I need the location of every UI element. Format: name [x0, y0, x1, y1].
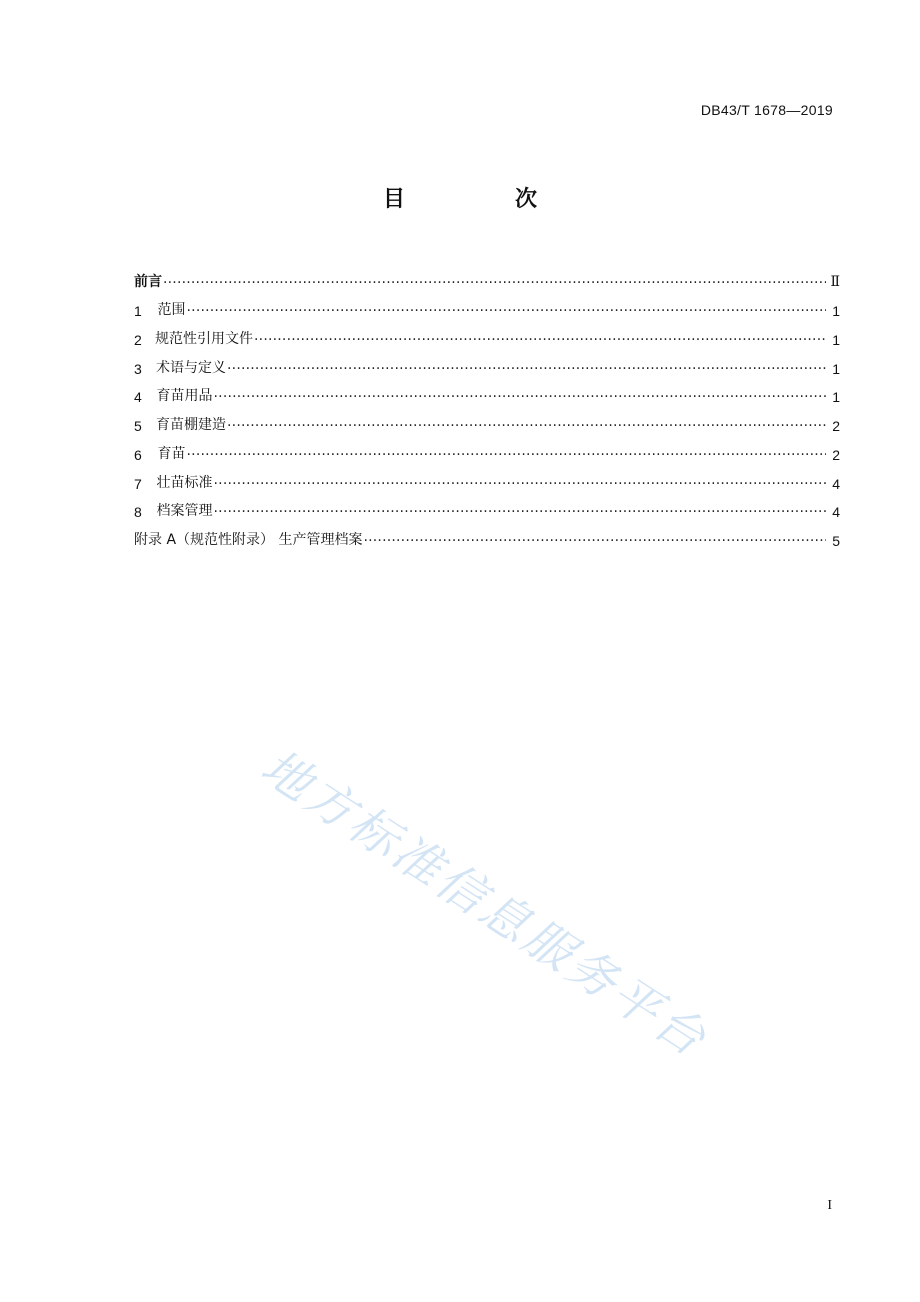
toc-entry-page: 1 [832, 360, 840, 377]
toc-entry-label: 档案管理 [156, 503, 213, 520]
standard-code: DB43/T 1678—2019 [700, 102, 833, 118]
toc-entry-page: 1 [832, 389, 840, 406]
toc-leader-dots [227, 361, 826, 377]
toc-entry-page: 2 [832, 446, 840, 463]
toc-entry-appendix-a[interactable] [134, 520, 840, 549]
toc-entry-scope[interactable] [134, 291, 840, 320]
toc-entry-shed-construction[interactable] [134, 405, 840, 434]
toc-entry-seedling-raising[interactable] [134, 434, 840, 463]
toc-entry-foreword[interactable] [134, 262, 840, 291]
toc-entry-number: 5 [134, 418, 142, 435]
toc-entry-number: 6 [134, 446, 142, 463]
toc-entry-record-management[interactable] [134, 492, 840, 521]
toc-entry-label: 附录 A（规范性附录） 生产管理档案 [134, 531, 363, 548]
toc-title: 目 次 [382, 187, 581, 212]
watermark: 地方标准信息服务平台 [251, 738, 718, 1069]
toc-leader-dots [214, 504, 826, 520]
toc-entry-number: 4 [134, 389, 142, 406]
toc-entry-number: 1 [134, 303, 142, 320]
toc-entry-label: 规范性引用文件 [155, 331, 254, 348]
toc-entry-terms-definitions[interactable] [134, 348, 840, 377]
toc-entry-page: 1 [832, 332, 840, 349]
toc-leader-dots [187, 447, 826, 463]
toc-entry-label: 术语与定义 [156, 359, 227, 376]
toc-entry-label: 育苗 [157, 445, 186, 462]
toc-entry-page: 4 [832, 475, 840, 492]
toc-leader-dots [363, 533, 826, 549]
toc-entry-normative-references[interactable] [134, 319, 840, 348]
toc-leader-dots [254, 332, 826, 348]
toc-leader-dots [214, 389, 826, 405]
toc-entry-label: 壮苗标准 [156, 474, 213, 491]
toc-entry-strong-seedling-standard[interactable] [134, 463, 840, 492]
toc-entry-number: 8 [134, 504, 142, 521]
toc-entry-number: 7 [134, 475, 142, 492]
toc-entry-label: 前言 [134, 273, 162, 290]
toc-entry-page: 1 [832, 303, 840, 320]
toc-entry-label: 范围 [157, 302, 186, 319]
toc-entry-label: 育苗用品 [156, 388, 213, 405]
page-number: I [827, 1198, 832, 1213]
toc-entry-page: 4 [832, 504, 840, 521]
toc-entry-number: 3 [134, 360, 142, 377]
toc-leader-dots [163, 275, 826, 291]
toc-entry-seedling-supplies[interactable] [134, 377, 840, 406]
toc-entry-page: Ⅱ [830, 274, 840, 290]
toc-leader-dots [227, 418, 826, 434]
table-of-contents [134, 262, 840, 549]
toc-entry-page: 2 [832, 418, 840, 435]
toc-entry-number: 2 [134, 332, 142, 349]
toc-entry-page: 5 [832, 532, 840, 549]
toc-leader-dots [187, 303, 826, 319]
toc-leader-dots [214, 476, 826, 492]
toc-entry-label: 育苗棚建造 [156, 417, 227, 434]
